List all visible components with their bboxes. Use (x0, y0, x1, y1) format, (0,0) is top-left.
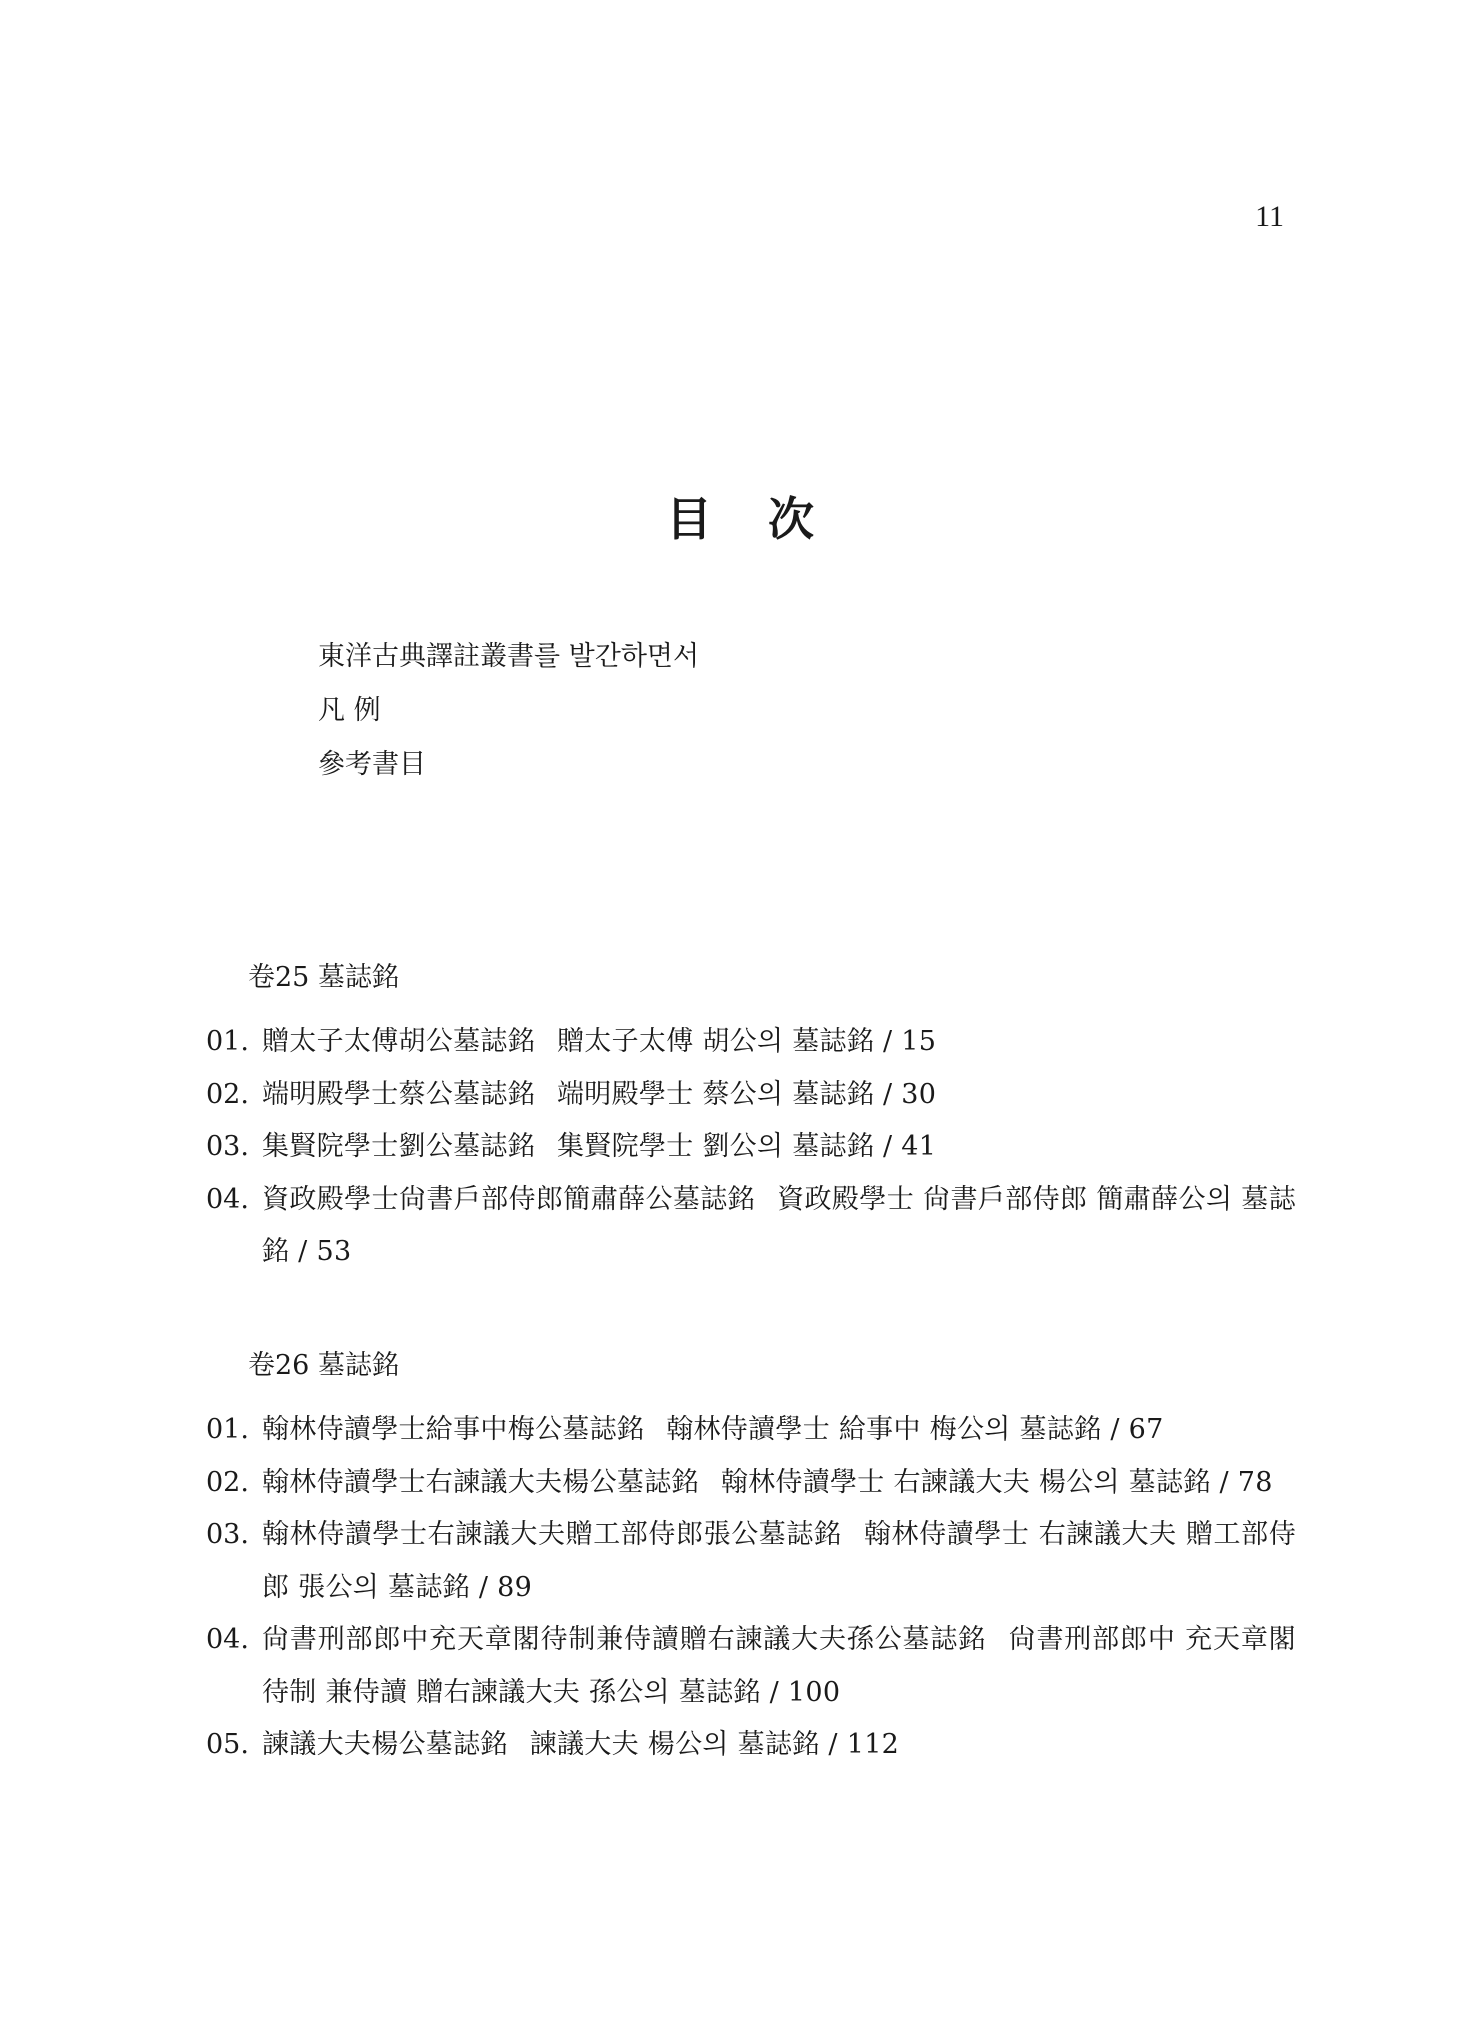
toc-entry[interactable] (206, 1614, 1296, 1719)
entry-text (262, 1404, 1296, 1457)
entry-list (206, 1016, 1296, 1279)
toc-entry[interactable] (206, 1069, 1296, 1122)
entry-translated-title: 資政殿學士 尙書戶部侍郎 簡肅薛公의 墓誌銘 / 53 (262, 1183, 1296, 1267)
entry-text (262, 1719, 1296, 1772)
entry-number: 02. (206, 1466, 249, 1498)
toc-entry[interactable] (206, 1016, 1296, 1069)
entry-number: 04. (206, 1624, 249, 1655)
volume-25-section (206, 956, 1296, 1279)
entry-translated-title: 集賢院學士 劉公의 墓誌銘 / 41 (557, 1131, 937, 1162)
entry-original-title: 贈太子太傅胡公墓誌銘 (262, 1026, 535, 1057)
entry-number: 02. (206, 1078, 249, 1110)
entry-text (262, 1121, 1296, 1174)
entry-translated-title: 翰林侍讀學士 給事中 梅公의 墓誌銘 / 67 (666, 1414, 1164, 1445)
volume-26-section (206, 1344, 1296, 1772)
entry-original-title: 翰林侍讀學士給事中梅公墓誌銘 (262, 1414, 645, 1445)
entry-translated-title: 翰林侍讀學士 右諫議大夫 楊公의 墓誌銘 / 78 (720, 1466, 1273, 1498)
entry-text (262, 1069, 1296, 1122)
toc-entry[interactable] (206, 1719, 1296, 1772)
entry-number: 05. (206, 1729, 249, 1760)
entry-translated-title: 尙書刑部郎中 充天章閣待制 兼侍讀 贈右諫議大夫 孫公의 墓誌銘 / 100 (262, 1624, 1296, 1708)
page-number: 11 (1255, 200, 1284, 233)
entry-original-title: 資政殿學士尙書戶部侍郎簡肅薛公墓誌銘 (262, 1183, 756, 1215)
toc-entry[interactable] (206, 1121, 1296, 1174)
entry-number: 01. (206, 1414, 249, 1445)
entry-text (262, 1509, 1296, 1614)
entry-text (262, 1174, 1296, 1279)
entry-original-title: 端明殿學士蔡公墓誌銘 (262, 1078, 535, 1110)
entry-number: 03. (206, 1519, 249, 1550)
volume-heading: 卷26 墓誌銘 (248, 1350, 399, 1381)
entry-translated-title: 諫議大夫 楊公의 墓誌銘 / 112 (529, 1729, 900, 1760)
front-matter-item-conventions[interactable]: 凡 例 (318, 695, 381, 726)
entry-translated-title: 端明殿學士 蔡公의 墓誌銘 / 30 (557, 1078, 937, 1110)
front-matter-list (318, 630, 699, 792)
entry-text (262, 1457, 1296, 1510)
page-title: 目 次 (665, 491, 834, 546)
entry-translated-title: 贈太子太傅 胡公의 墓誌銘 / 15 (557, 1026, 937, 1057)
entry-text (262, 1016, 1296, 1069)
entry-original-title: 集賢院學士劉公墓誌銘 (262, 1131, 535, 1162)
entry-original-title: 尙書刑部郎中充天章閣待制兼侍讀贈右諫議大夫孫公墓誌銘 (262, 1624, 987, 1655)
toc-entry[interactable] (206, 1509, 1296, 1614)
front-matter-item-bibliography[interactable]: 參考書目 (318, 749, 426, 780)
toc-entry[interactable] (206, 1404, 1296, 1457)
front-matter-item-preface[interactable]: 東洋古典譯註叢書를 발간하면서 (318, 641, 700, 672)
entry-original-title: 翰林侍讀學士右諫議大夫贈工部侍郎張公墓誌銘 (262, 1519, 842, 1550)
entry-list (206, 1404, 1296, 1772)
entry-text (262, 1614, 1296, 1719)
entry-number: 04. (206, 1183, 249, 1215)
entry-translated-title: 翰林侍讀學士 右諫議大夫 贈工部侍郎 張公의 墓誌銘 / 89 (262, 1519, 1296, 1603)
toc-entry[interactable] (206, 1457, 1296, 1510)
entry-original-title: 諫議大夫楊公墓誌銘 (262, 1729, 508, 1760)
entry-number: 03. (206, 1131, 249, 1162)
volume-heading: 卷25 墓誌銘 (248, 962, 399, 993)
entry-number: 01. (206, 1026, 249, 1057)
entry-original-title: 翰林侍讀學士右諫議大夫楊公墓誌銘 (262, 1466, 699, 1498)
toc-entry[interactable] (206, 1174, 1296, 1279)
